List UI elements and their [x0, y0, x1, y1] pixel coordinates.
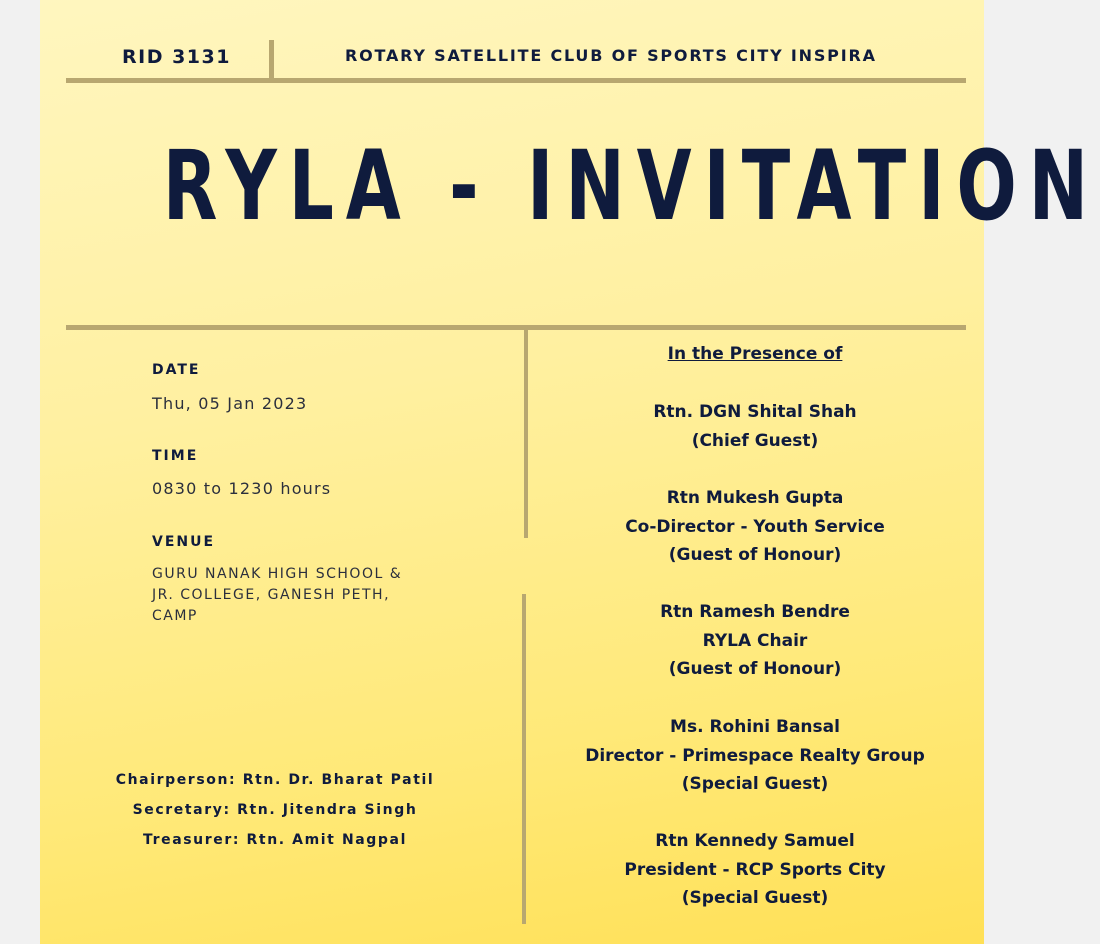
guest-name: Rtn Ramesh Bendre	[660, 602, 850, 622]
title-rule	[66, 325, 966, 330]
guest-title: Director - Primespace Realty Group	[585, 745, 925, 766]
guest-block	[530, 713, 980, 799]
time-label: TIME	[152, 448, 199, 464]
time-value: 0830 to 1230 hours	[152, 479, 332, 498]
guest-block	[530, 398, 980, 455]
date-value: Thu, 05 Jan 2023	[152, 394, 308, 413]
invitation-card	[40, 0, 1100, 944]
guest-name: Rtn. DGN Shital Shah	[653, 402, 857, 422]
presence-heading: In the Presence of	[667, 344, 843, 364]
guest-title: Co-Director - Youth Service	[625, 516, 885, 537]
date-label: DATE	[152, 362, 201, 378]
venue-label: VENUE	[152, 534, 216, 550]
officer-secretary: Secretary: Rtn. Jitendra Singh	[132, 802, 418, 818]
guest-name: Rtn Mukesh Gupta	[666, 488, 844, 508]
guest-block	[530, 598, 980, 684]
column-divider-top	[524, 330, 528, 538]
officer-treasurer: Treasurer: Rtn. Amit Nagpal	[142, 832, 407, 848]
guest-role: (Special Guest)	[681, 774, 829, 794]
club-name: ROTARY SATELLITE CLUB OF SPORTS CITY INSPIRA	[345, 46, 877, 65]
guest-name: Rtn Kennedy Samuel	[655, 831, 855, 851]
page-title: RYLA - INVITATION	[162, 130, 1100, 242]
officer-chairperson: Chairperson: Rtn. Dr. Bharat Patil	[115, 772, 435, 788]
guest-role: (Special Guest)	[681, 888, 829, 908]
guest-block	[530, 827, 980, 913]
guest-role: (Guest of Honour)	[668, 659, 842, 679]
guest-role: (Guest of Honour)	[668, 545, 842, 565]
guest-title: President - RCP Sports City	[624, 859, 886, 880]
venue-value: GURU NANAK HIGH SCHOOL & JR. COLLEGE, GANESH PETH, CAMP	[152, 566, 403, 624]
column-divider-bottom	[522, 594, 526, 924]
guest-role: (Chief Guest)	[691, 430, 819, 451]
guest-name: Ms. Rohini Bansal	[670, 717, 840, 737]
guest-block	[530, 484, 980, 570]
header-rule	[66, 78, 966, 83]
header-divider-vertical	[269, 40, 274, 80]
guest-title: RYLA Chair	[702, 630, 808, 651]
district-id: RID 3131	[122, 46, 231, 68]
